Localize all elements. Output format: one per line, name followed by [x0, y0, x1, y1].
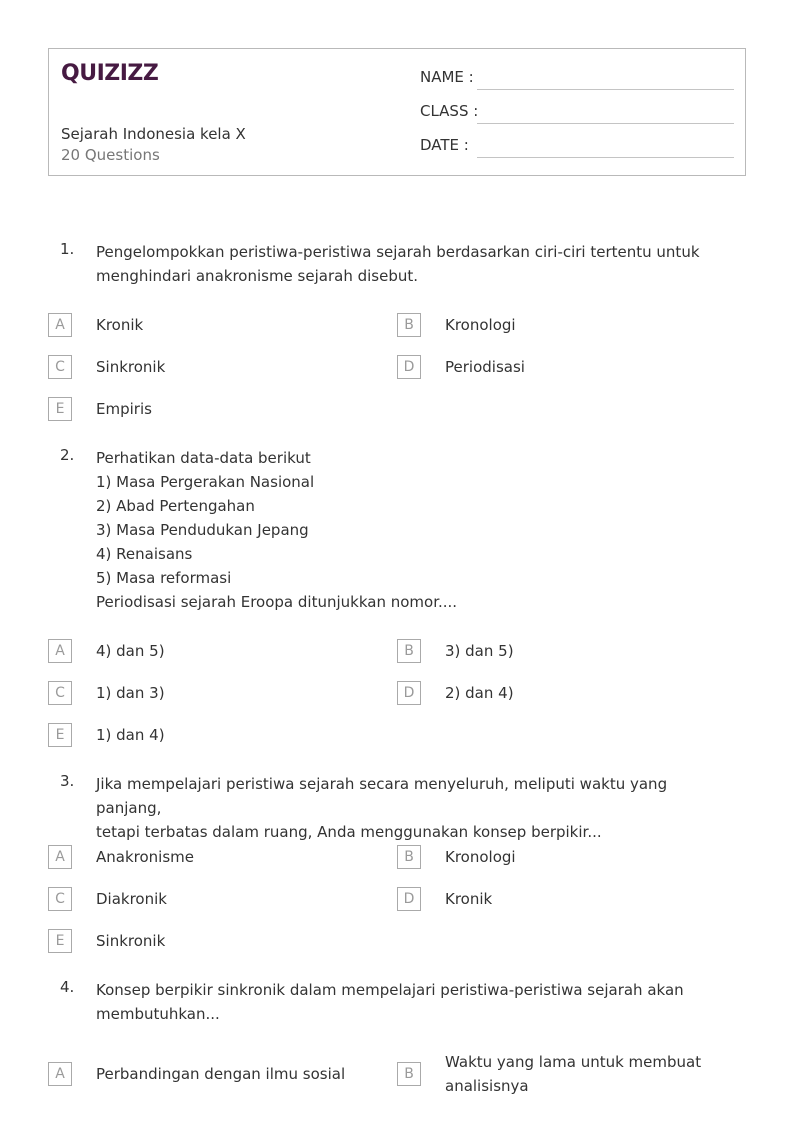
name-label: NAME :: [420, 68, 474, 86]
option-c-box[interactable]: C: [48, 887, 72, 911]
question-line: membutuhkan...: [96, 1005, 220, 1023]
question-line: Periodisasi sejarah Eroopa ditunjukkan nomor....: [96, 593, 458, 611]
option-a-box[interactable]: A: [48, 313, 72, 337]
question-line: 5) Masa reformasi: [96, 569, 232, 587]
question-line: 2) Abad Pertengahan: [96, 497, 255, 515]
option-c-box[interactable]: C: [48, 355, 72, 379]
question-text: [96, 978, 736, 1026]
question-line: 4) Renaisans: [96, 545, 193, 563]
question-text: [96, 772, 736, 844]
option-e-text: 1) dan 4): [96, 726, 165, 744]
option-a-box[interactable]: A: [48, 845, 72, 869]
question-text: [96, 240, 736, 288]
date-line[interactable]: [477, 157, 734, 158]
worksheet-title: Sejarah Indonesia kela X: [61, 125, 246, 143]
option-b-box[interactable]: B: [397, 313, 421, 337]
option-b-box[interactable]: B: [397, 845, 421, 869]
option-d-box[interactable]: D: [397, 887, 421, 911]
option-a-text: Perbandingan dengan ilmu sosial: [96, 1065, 346, 1083]
option-e-box[interactable]: E: [48, 929, 72, 953]
class-label: CLASS :: [420, 102, 479, 120]
option-d-text: Periodisasi: [445, 358, 525, 376]
question-number: 1.: [60, 240, 75, 258]
question-line: Jika mempelajari peristiwa sejarah secara menyeluruh, meliputi waktu yang panjang,: [96, 775, 668, 817]
option-b-text: 3) dan 5): [445, 642, 514, 660]
class-field[interactable]: [420, 102, 734, 124]
date-field[interactable]: [420, 136, 734, 158]
option-c-text: Diakronik: [96, 890, 167, 908]
question-line: Perhatikan data-data berikut: [96, 449, 311, 467]
question-number: 2.: [60, 446, 75, 464]
question-line: menghindari anakronisme sejarah disebut.: [96, 267, 419, 285]
class-line[interactable]: [477, 123, 734, 124]
option-a-text: 4) dan 5): [96, 642, 165, 660]
question-count: 20 Questions: [61, 146, 160, 164]
option-d-box[interactable]: D: [397, 681, 421, 705]
option-b-text: Kronologi: [445, 848, 516, 866]
option-a-text: Anakronisme: [96, 848, 194, 866]
option-c-text: 1) dan 3): [96, 684, 165, 702]
option-b-box[interactable]: B: [397, 639, 421, 663]
question-line: Pengelompokkan peristiwa-peristiwa sejarah berdasarkan ciri-ciri tertentu untuk: [96, 243, 700, 261]
question-text: [96, 446, 736, 614]
worksheet-header: [48, 48, 746, 176]
quizizz-logo: QUIZIZZ: [61, 61, 159, 86]
option-b-text: Waktu yang lama untuk membuat analisisnya: [445, 1053, 702, 1095]
option-c-box[interactable]: C: [48, 681, 72, 705]
option-e-box[interactable]: E: [48, 723, 72, 747]
name-line[interactable]: [477, 89, 734, 90]
option-e-box[interactable]: E: [48, 397, 72, 421]
option-a-box[interactable]: A: [48, 639, 72, 663]
question-number: 3.: [60, 772, 75, 790]
question-number: 4.: [60, 978, 75, 996]
option-b-text: Kronologi: [445, 316, 516, 334]
question-line: 3) Masa Pendudukan Jepang: [96, 521, 309, 539]
option-b-box[interactable]: B: [397, 1062, 421, 1086]
option-d-text: Kronik: [445, 890, 493, 908]
question-line: 1) Masa Pergerakan Nasional: [96, 473, 315, 491]
option-e-text: Empiris: [96, 400, 152, 418]
option-d-box[interactable]: D: [397, 355, 421, 379]
option-a-text: Kronik: [96, 316, 144, 334]
option-a-box[interactable]: A: [48, 1062, 72, 1086]
option-d-text: 2) dan 4): [445, 684, 514, 702]
option-e-text: Sinkronik: [96, 932, 166, 950]
name-field[interactable]: [420, 68, 734, 90]
date-label: DATE :: [420, 136, 469, 154]
question-line: Konsep berpikir sinkronik dalam mempelajari peristiwa-peristiwa sejarah akan: [96, 981, 684, 999]
question-line: tetapi terbatas dalam ruang, Anda menggunakan konsep berpikir...: [96, 823, 602, 841]
option-c-text: Sinkronik: [96, 358, 166, 376]
